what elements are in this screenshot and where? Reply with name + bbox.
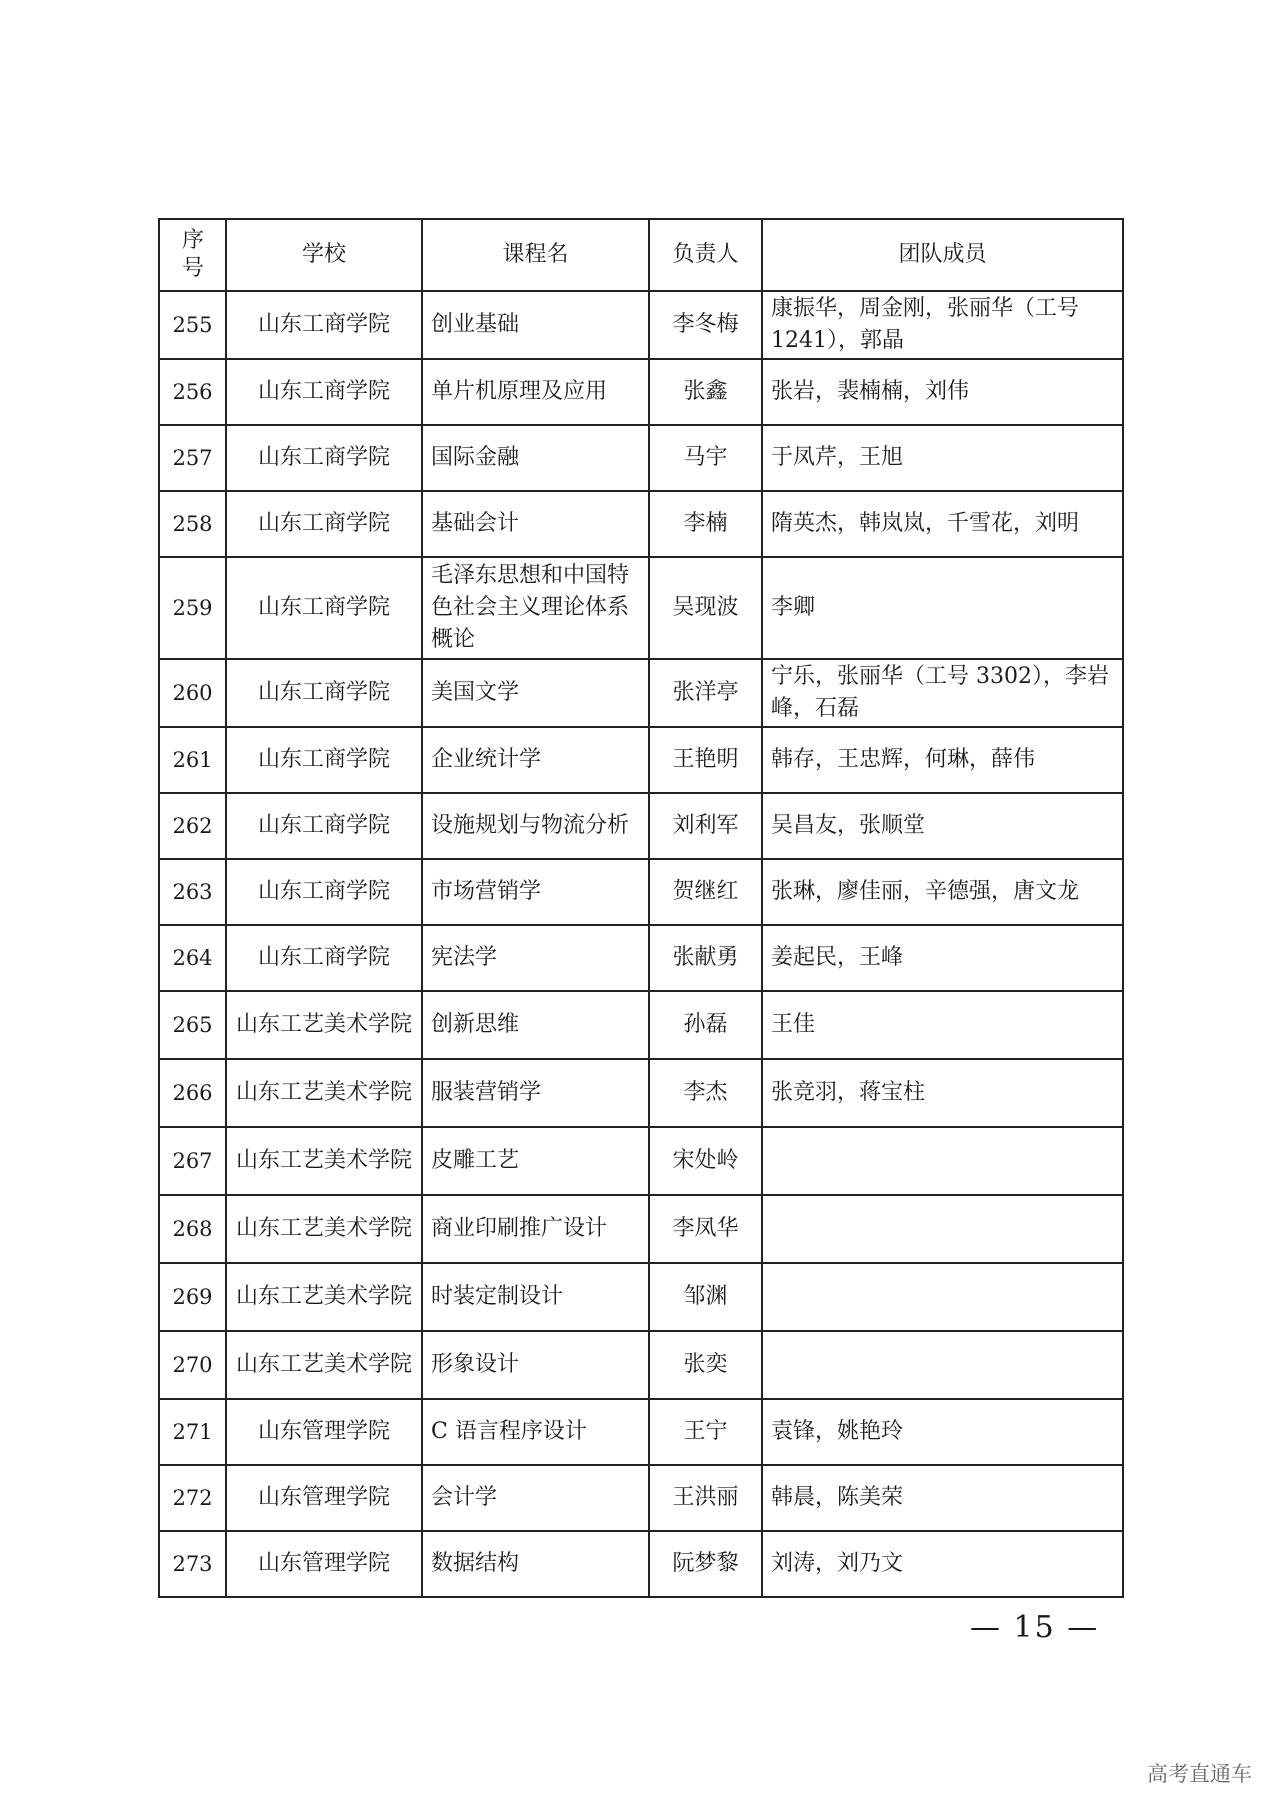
table-row (159, 1331, 1123, 1399)
cell-index: 265 (159, 991, 226, 1059)
cell-leader: 李杰 (649, 1059, 762, 1127)
cell-course: 创业基础 (422, 291, 649, 359)
cell-school: 山东工商学院 (226, 793, 422, 859)
cell-school: 山东工商学院 (226, 727, 422, 793)
cell-course: 时装定制设计 (422, 1263, 649, 1331)
cell-members: 张岩，裴楠楠，刘伟 (762, 359, 1123, 425)
cell-leader: 贺继红 (649, 859, 762, 925)
cell-school: 山东工艺美术学院 (226, 991, 422, 1059)
cell-members: 吴昌友，张顺堂 (762, 793, 1123, 859)
cell-leader: 马宇 (649, 425, 762, 491)
cell-course: 美国文学 (422, 659, 649, 727)
cell-leader: 宋处岭 (649, 1127, 762, 1195)
cell-school: 山东管理学院 (226, 1531, 422, 1597)
cell-leader: 阮梦黎 (649, 1531, 762, 1597)
cell-leader: 张奕 (649, 1331, 762, 1399)
cell-members: 刘涛，刘乃文 (762, 1531, 1123, 1597)
cell-index: 270 (159, 1331, 226, 1399)
table-row (159, 291, 1123, 359)
cell-school: 山东工商学院 (226, 291, 422, 359)
cell-leader: 王艳明 (649, 727, 762, 793)
cell-index: 271 (159, 1399, 226, 1465)
cell-school: 山东管理学院 (226, 1399, 422, 1465)
cell-members (762, 1195, 1123, 1263)
table-header-row (159, 219, 1123, 291)
cell-course: 会计学 (422, 1465, 649, 1531)
cell-index: 259 (159, 557, 226, 659)
table-row (159, 425, 1123, 491)
table-row (159, 359, 1123, 425)
cell-index: 268 (159, 1195, 226, 1263)
cell-course: 国际金融 (422, 425, 649, 491)
cell-school: 山东工商学院 (226, 491, 422, 557)
cell-leader: 王宁 (649, 1399, 762, 1465)
table-row (159, 659, 1123, 727)
cell-leader: 李冬梅 (649, 291, 762, 359)
cell-course: 数据结构 (422, 1531, 649, 1597)
table-row (159, 793, 1123, 859)
cell-members: 于凤芹，王旭 (762, 425, 1123, 491)
cell-members (762, 1331, 1123, 1399)
cell-members: 宁乐，张丽华（工号 3302），李岩峰，石磊 (762, 659, 1123, 727)
header-index: 序号 (159, 219, 226, 291)
cell-index: 267 (159, 1127, 226, 1195)
table-row (159, 1399, 1123, 1465)
cell-index: 264 (159, 925, 226, 991)
cell-leader: 李凤华 (649, 1195, 762, 1263)
watermark: 高考直通车 (1147, 1762, 1252, 1786)
cell-leader: 王洪丽 (649, 1465, 762, 1531)
cell-course: 单片机原理及应用 (422, 359, 649, 425)
table-row (159, 859, 1123, 925)
table-row (159, 991, 1123, 1059)
cell-school: 山东工艺美术学院 (226, 1059, 422, 1127)
table-row (159, 1127, 1123, 1195)
header-leader: 负责人 (649, 219, 762, 291)
cell-course: 毛泽东思想和中国特色社会主义理论体系概论 (422, 557, 649, 659)
header-school: 学校 (226, 219, 422, 291)
cell-school: 山东工商学院 (226, 859, 422, 925)
table-body (159, 291, 1123, 1597)
cell-course: 形象设计 (422, 1331, 649, 1399)
cell-index: 258 (159, 491, 226, 557)
page-number: — 15 — (970, 1610, 1100, 1645)
table-row (159, 1059, 1123, 1127)
cell-leader: 张献勇 (649, 925, 762, 991)
cell-members (762, 1263, 1123, 1331)
cell-leader: 李楠 (649, 491, 762, 557)
cell-leader: 吴现波 (649, 557, 762, 659)
cell-course: 设施规划与物流分析 (422, 793, 649, 859)
cell-index: 262 (159, 793, 226, 859)
cell-leader: 张洋亭 (649, 659, 762, 727)
cell-index: 266 (159, 1059, 226, 1127)
cell-members: 康振华，周金刚，张丽华（工号1241），郭晶 (762, 291, 1123, 359)
cell-course: 宪法学 (422, 925, 649, 991)
cell-members: 袁锋，姚艳玲 (762, 1399, 1123, 1465)
cell-course: 商业印刷推广设计 (422, 1195, 649, 1263)
cell-school: 山东管理学院 (226, 1465, 422, 1531)
cell-leader: 张鑫 (649, 359, 762, 425)
cell-members: 隋英杰，韩岚岚，千雪花，刘明 (762, 491, 1123, 557)
course-table (158, 218, 1124, 1598)
cell-members: 姜起民，王峰 (762, 925, 1123, 991)
cell-index: 256 (159, 359, 226, 425)
cell-leader: 邹渊 (649, 1263, 762, 1331)
cell-index: 261 (159, 727, 226, 793)
cell-course: 基础会计 (422, 491, 649, 557)
table-row (159, 727, 1123, 793)
cell-school: 山东工商学院 (226, 425, 422, 491)
cell-course: 企业统计学 (422, 727, 649, 793)
cell-leader: 孙磊 (649, 991, 762, 1059)
header-members: 团队成员 (762, 219, 1123, 291)
table-row (159, 1263, 1123, 1331)
cell-course: 市场营销学 (422, 859, 649, 925)
cell-index: 255 (159, 291, 226, 359)
cell-school: 山东工商学院 (226, 659, 422, 727)
cell-members: 韩晨，陈美荣 (762, 1465, 1123, 1531)
cell-index: 263 (159, 859, 226, 925)
cell-course: 创新思维 (422, 991, 649, 1059)
cell-school: 山东工艺美术学院 (226, 1263, 422, 1331)
table-row (159, 1195, 1123, 1263)
cell-leader: 刘利军 (649, 793, 762, 859)
cell-members: 张竞羽，蒋宝柱 (762, 1059, 1123, 1127)
cell-course: 皮雕工艺 (422, 1127, 649, 1195)
cell-members: 李卿 (762, 557, 1123, 659)
cell-school: 山东工艺美术学院 (226, 1195, 422, 1263)
table-row (159, 1465, 1123, 1531)
cell-course: 服装营销学 (422, 1059, 649, 1127)
cell-members: 张琳，廖佳丽，辛德强，唐文龙 (762, 859, 1123, 925)
header-course: 课程名 (422, 219, 649, 291)
cell-school: 山东工艺美术学院 (226, 1331, 422, 1399)
cell-members: 韩存，王忠辉，何琳，薛伟 (762, 727, 1123, 793)
cell-school: 山东工商学院 (226, 557, 422, 659)
cell-index: 269 (159, 1263, 226, 1331)
cell-index: 273 (159, 1531, 226, 1597)
cell-index: 260 (159, 659, 226, 727)
cell-index: 257 (159, 425, 226, 491)
table-row (159, 925, 1123, 991)
table-row (159, 491, 1123, 557)
cell-members: 王佳 (762, 991, 1123, 1059)
table-row (159, 1531, 1123, 1597)
table-row (159, 557, 1123, 659)
cell-school: 山东工商学院 (226, 925, 422, 991)
cell-school: 山东工商学院 (226, 359, 422, 425)
cell-course: C 语言程序设计 (422, 1399, 649, 1465)
cell-school: 山东工艺美术学院 (226, 1127, 422, 1195)
cell-index: 272 (159, 1465, 226, 1531)
cell-members (762, 1127, 1123, 1195)
